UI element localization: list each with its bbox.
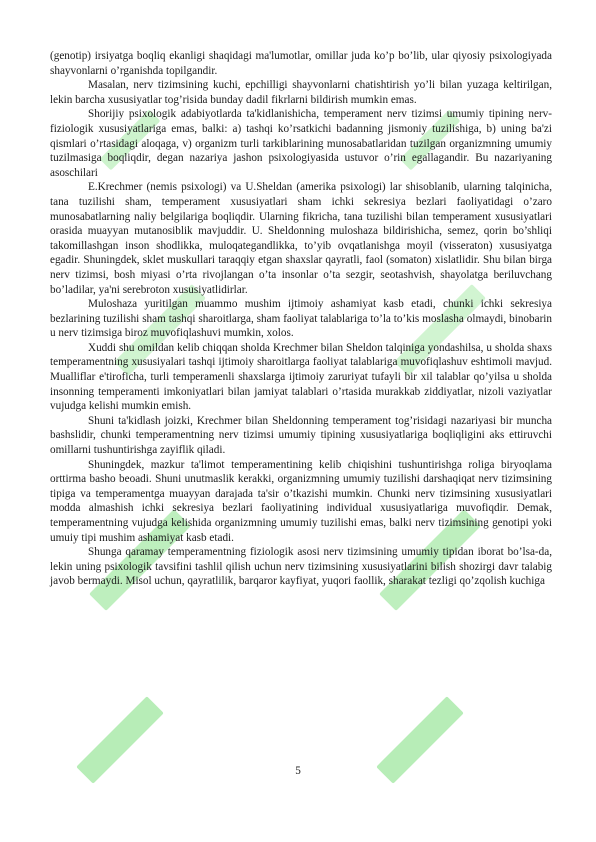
paragraph-7: Shuni ta'kidlash joizki, Krechmer bilan Sheldonning temperament tog’risidagi nazariyasi bir muncha bashslidir, chunki temperamentning nerv tizimsi umumiy tipining xususiyatlariga boqliqligini aks ettiruvchi omillarni tushuntirishga zayiflik qiladi.	[50, 414, 552, 457]
paragraph-8: Shuningdek, mazkur ta'limot temperamentining kelib chiqishini tushuntirishga roliga biryoqlama orttirma basho beoadi. Shuni unutmaslik kerakki, organizmning umumiy tuzilishi darshaqiqat nerv tizimsining tipiga va temperamentga muayyan darajada ta'sir o’tkazishi mumkin. Chunki nerv tizimsining xususiyatlari modda almashish ichki sekresiya bezlari faoliyatining individual xususiyatlariga muvofiqdir. Demak, temperamentning vujudga kelishida organizmning umumiy tuzilishi emas, balki nerv tizimsining genotipi yoki umuiy tipi mushim ashamiyat kasb etadi.	[50, 458, 552, 544]
paragraph-5: Muloshaza yuritilgan muammo mushim ijtimoiy ashamiyat kasb etadi, chunki ichki sekresiya bezlarining tuzilishi sham tashqi sharoitlarga, sham faoliyat talablariga to’la to’kis moslasha olmaydi, binobarin u nerv tizimsiga biroz muvofiqlashuvi mumkin, xolos.	[50, 298, 552, 340]
paragraph-1: (genotip) irsiyatga boqliq ekanligi shaqidagi ma'lumotlar, omillar juda ko’p bo’lib, ular qiyosiy psixologiyada shayvonlarni o’rganishda topilgandir.	[50, 50, 552, 77]
page-number: 5	[295, 765, 301, 777]
paragraph-6: Xuddi shu omildan kelib chiqqan sholda Krechmer bilan Sheldon talqiniga yondashilsa, u sholda shaxs temperamentning xususiyalari tashqi ijtimoiy sharoitlarga faoliyat talablariga muvofiqlashuv eshtimoli mavjud. Mualliflar e'tiroficha, turli temperamenli shaxslarga ijtimoiy zaruriyat tufayli bir xil talablar qo’yilsa u sholda insonning temperamenti imkoniyatlari bilan jamiyat talablari o’rtasida murakkab ziddiyatlar, nizoli vaziyatlar vujudga kelishi mumkin emish.	[50, 341, 552, 413]
body-text	[50, 49, 552, 589]
paragraph-9: Shunga qaramay temperamentning fiziologik asosi nerv tizimsining umumiy tipidan iborat bo’lsa-da, lekin uning psixologik tavsifini tashlil qilish uchun nerv tizimsining xususiyatlarini bilish shozirgi davr talabig javob bermaydi. Misol uchun, qayratlilik, barqaror kayfiyat, yuqori faollik, sharakat tezligi qo’zqolish kuchiga	[50, 546, 552, 588]
paragraph-3: Shorijiy psixologik adabiyotlarda ta'kidlanishicha, temperament nerv tizimsi umumiy tipining nerv-fiziologik xususiyatlariga emas, balki: a) tashqi ko’rsatkichi badanning jismoniy tuzilishiga, b) uning ba'zi qismlari o’rtasidagi aloqaga, v) organizm turli tarkiblarining munosabatlaridan tuzilgan organizmning umumiy tuzilmasiga boqliqdir, degan nazariya jashon psixologiyasida ustuvor o’rin egallagandir. Bu nazariyaning asoschilari	[50, 108, 552, 179]
paragraph-4: E.Krechmer (nemis psixologi) va U.Sheldan (amerika psixologi) lar shisoblanib, ularning talqinicha, tana tuzilishi sham, temperament xususiyatlari sham ichki sekresiya bezlari faoliyatidagi o’zaro munosabatlarning naliy belgilariga boqliqdir. Ularning fikricha, tana tuzilishi bilan temperament xususiyatlari orasida muayyan mutanosiblik mavjuddir. U. Sheldonning muloshaza bildirishicha, semez, qorin bo’shliqi takomillashgan inson shodlikka, muloqategandlikka, to’yib ovqatlanishga moyil (visseraton) xususiyatga egadir. Shuningdek, sklet muskullari taraqqiy etgan shaxslar qayratli, faol (somaton) xislatlidir. Shu bilan birga nerv tizimsi, bosh miyasi o’rta rivojlangan o’ta insonlar o’ta sezgir, seotashvish, shayolatga beriluvchang bo’ladilar, ya'ni serebroton xususiyatlidirlar.	[50, 181, 552, 296]
paragraph-2: Masalan, nerv tizimsining kuchi, epchilligi shayvonlarni chatishtirish yo’li bilan yuzaga keltirilgan, lekin barcha xususiyatlar tog’risida bunday dadil fikrlarni bildirish mumkin emas.	[50, 79, 552, 106]
